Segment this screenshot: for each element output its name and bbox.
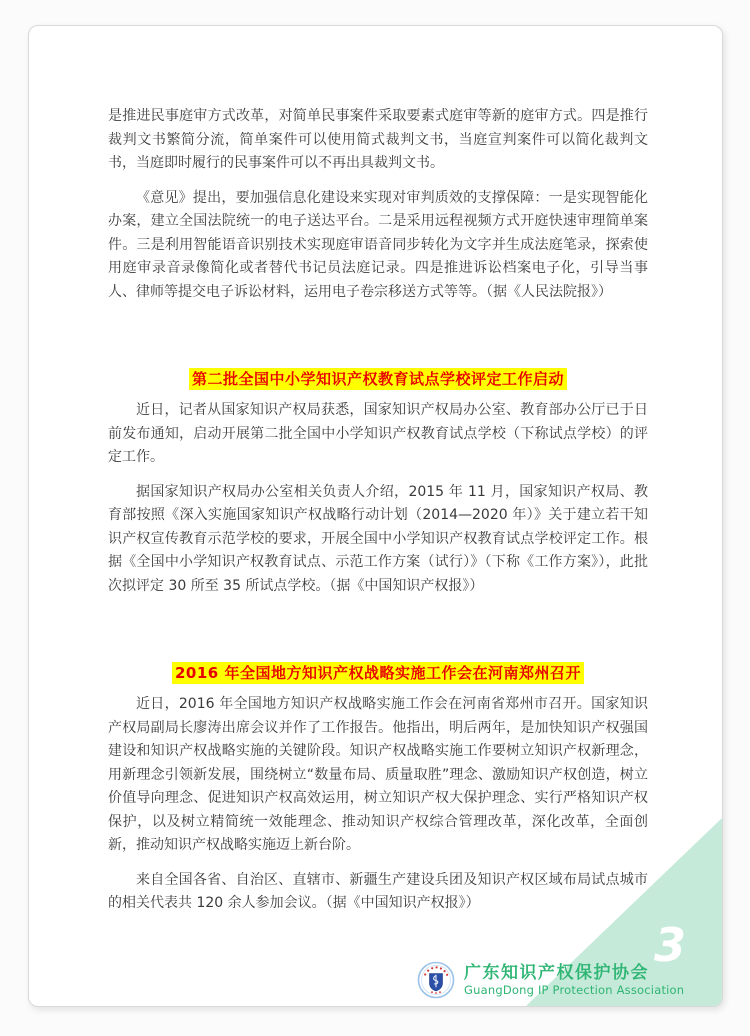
- headline-highlight: 第二批全国中小学知识产权教育试点学校评定工作启动: [189, 368, 567, 390]
- footer-org-names: [464, 963, 684, 997]
- footer-branding: [417, 961, 684, 999]
- org-name-english: GuangDong IP Protection Association: [464, 983, 685, 997]
- page-content: [108, 105, 648, 927]
- body-paragraph: 来自全国各省、自治区、直辖市、新疆生产建设兵团及知识产权区域布局试点城市的相关代表共 120 余人参加会议。（据《中国知识产权报》）: [108, 871, 648, 911]
- org-name-chinese: 广东知识产权保护协会: [464, 963, 649, 983]
- headline-highlight: 2016 年全国地方知识产权战略实施工作会在河南郑州召开: [172, 662, 584, 684]
- body-paragraph: 近日，2016 年全国地方知识产权战略实施工作会在河南省郑州市召开。国家知识产权局副局长廖涛出席会议并作了工作报告。他指出，明后两年，是加快知识产权强国建设和知识产权战略实施的关键阶段。知识产权战略实施工作要树立知识产权新理念，用新理念引领新发展，围绕树立“数量布局、质量取胜”理念、激励知识产权创造，树立价值导向理念、促进知识产权高效运用，树立知识产权大保护理念、实行严格知识产权保护，以及树立精简统一效能理念、推动知识产权综合管理改革，深化改革，全面创新，推动知识产权战略实施迈上新台阶。: [108, 696, 648, 853]
- body-paragraph: 是推进民事庭审方式改革，对简单民事案件采取要素式庭审等新的庭审方式。四是推行裁判文书繁简分流，简单案件可以使用简式裁判文书，当庭宣判案件可以简化裁判文书，当庭即时履行的民事案件可以不再出具裁判文书。: [108, 108, 648, 171]
- association-emblem-icon: [417, 961, 455, 999]
- body-paragraph: 《意见》提出，要加强信息化建设来实现对审判质效的支撑保障：一是实现智能化办案，建立全国法院统一的电子送达平台。二是采用远程视频方式开庭快速审理简单案件。三是利用智能语音识别技术实现庭审语音同步转化为文字并生成法庭笔录，探索使用庭审录音录像简化或者替代书记员法庭记录。四是推进诉讼档案电子化，引导当事人、律师等提交电子诉讼材料，运用电子卷宗移送方式等等。（据《人民法院报》）: [108, 189, 648, 300]
- body-paragraph: 近日，记者从国家知识产权局获悉，国家知识产权局办公室、教育部办公厅已于日前发布通知，启动开展第二批全国中小学知识产权教育试点学校（下称试点学校）的评定工作。: [108, 402, 648, 465]
- article-headline: [108, 662, 648, 685]
- body-paragraph: 据国家知识产权局办公室相关负责人介绍，2015 年 11 月，国家知识产权局、教育部按照《深入实施国家知识产权战略行动计划（2014—2020 年）》关于建立若干知识产权宣传教育示范学校的要求，开展全国中小学知识产权教育试点学校评定工作。根据《全国中小学知识产权教育试点、示范工作方案（试行）》（下称《工作方案》），此批次拟评定 30 所至 35 所试点学校。（据《中国知识产权报》）: [108, 483, 648, 594]
- page-number: 3: [653, 918, 686, 972]
- document-page: [28, 25, 723, 1007]
- article-headline: [108, 368, 648, 391]
